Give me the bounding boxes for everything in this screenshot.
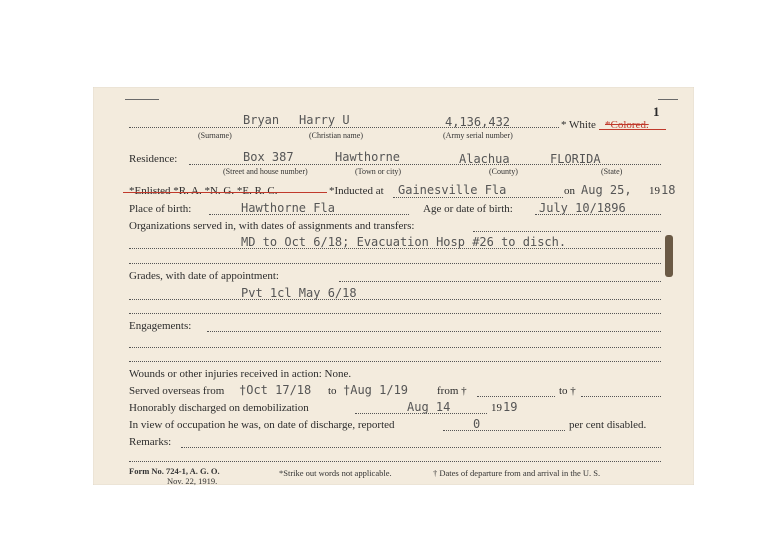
disability-line — [443, 430, 565, 431]
corner-rule — [125, 99, 159, 100]
grades-line-2 — [129, 299, 661, 300]
label-overseas: Served overseas from — [129, 385, 225, 397]
page-number: 1 — [653, 104, 660, 119]
form-number: Form No. 724-1, A. G. O. — [129, 466, 220, 476]
grades-value: Pvt 1cl May 6/18 — [241, 286, 357, 300]
engagements-line-3 — [129, 361, 661, 362]
year-prefix: 19 — [649, 185, 660, 197]
strike-line-colored — [599, 129, 666, 130]
label-grades: Grades, with date of appointment: — [129, 270, 279, 282]
overseas-from-value: †Oct 17/18 — [239, 383, 312, 397]
label-occupation: In view of occupation he was, on date of discharge, reported — [129, 419, 395, 431]
race-colored: *Colored. — [605, 119, 649, 131]
christian-name-value: Harry U — [299, 113, 350, 127]
discharge-line — [355, 413, 487, 414]
grades-line-1 — [339, 281, 661, 282]
on-label: on — [564, 185, 575, 197]
inducted-label: *Inducted at — [329, 185, 384, 197]
residence-line — [189, 164, 661, 165]
from2-label: from † — [437, 385, 467, 397]
footnote-dates: † Dates of departure from and arrival in the U. S. — [433, 468, 601, 478]
label-town: (Town or city) — [355, 167, 402, 176]
inducted-place-value: Gainesville Fla — [398, 183, 507, 197]
birthdate-line — [535, 214, 661, 215]
label-birthplace: Place of birth: — [129, 203, 192, 215]
orgs-line-2 — [129, 248, 661, 249]
engagements-line-1 — [207, 331, 661, 332]
birthdate-value: July 10/1896 — [539, 201, 626, 215]
label-birthdate: Age or date of birth: — [423, 203, 513, 215]
county-value: Alachua — [459, 152, 510, 166]
label-wounds: Wounds or other injuries received in action: None. — [129, 368, 352, 380]
discharge-year-value: 19 — [503, 400, 518, 414]
name-line — [129, 127, 559, 128]
serial-number-value: 4,136,432 — [445, 115, 511, 129]
to-label: to — [328, 385, 337, 397]
label-county: (County) — [489, 167, 518, 176]
percent-label: per cent disabled. — [569, 419, 647, 431]
remarks-line-1 — [181, 447, 661, 448]
form-date: Nov. 22, 1919. — [167, 476, 218, 486]
orgs-line-3 — [129, 263, 661, 264]
label-remarks: Remarks: — [129, 436, 172, 448]
enlisted-options: *Enlisted *R. A. *N. G. *E. R. C. — [129, 185, 278, 197]
disability-value: 0 — [473, 417, 481, 431]
label-engagements: Engagements: — [129, 320, 192, 332]
surname-value: Bryan — [243, 113, 280, 127]
discharge-date-value: Aug 14 — [407, 400, 451, 414]
label-christian: (Christian name) — [309, 131, 363, 140]
to2-label: to † — [559, 385, 576, 397]
birthplace-line — [209, 214, 409, 215]
label-discharge: Honorably discharged on demobilization — [129, 402, 309, 414]
corner-rule-right — [658, 99, 678, 100]
service-record-card — [93, 87, 694, 485]
birthplace-value: Hawthorne Fla — [241, 201, 335, 215]
label-surname: (Surname) — [198, 131, 232, 140]
footnote-strike: *Strike out words not applicable. — [279, 468, 392, 478]
state-value: FLORIDA — [550, 152, 601, 166]
inducted-line — [393, 197, 563, 198]
label-state: (State) — [601, 167, 623, 176]
organizations-value: MD to Oct 6/18; Evacuation Hosp #26 to disch. — [241, 235, 567, 249]
orgs-line-1 — [473, 231, 661, 232]
grades-line-3 — [129, 313, 661, 314]
remarks-line-2 — [129, 461, 661, 462]
overseas-to-value: †Aug 1/19 — [343, 383, 409, 397]
from2-line — [477, 396, 555, 397]
discharge-year-prefix: 19 — [491, 402, 502, 414]
inducted-year-value: 18 — [661, 183, 676, 197]
strike-line-enlisted — [123, 192, 327, 193]
label-serial: (Army serial number) — [443, 131, 513, 140]
town-value: Hawthorne — [335, 150, 401, 164]
to2-line — [581, 396, 661, 397]
race-white: * White — [561, 119, 596, 131]
label-street: (Street and house number) — [223, 167, 308, 176]
engagements-line-2 — [129, 347, 661, 348]
label-residence: Residence: — [129, 153, 178, 165]
street-value: Box 387 — [243, 150, 294, 164]
label-organizations: Organizations served in, with dates of assignments and transfers: — [129, 220, 415, 232]
staple-mark — [665, 235, 673, 277]
inducted-date-value: Aug 25, — [581, 183, 632, 197]
